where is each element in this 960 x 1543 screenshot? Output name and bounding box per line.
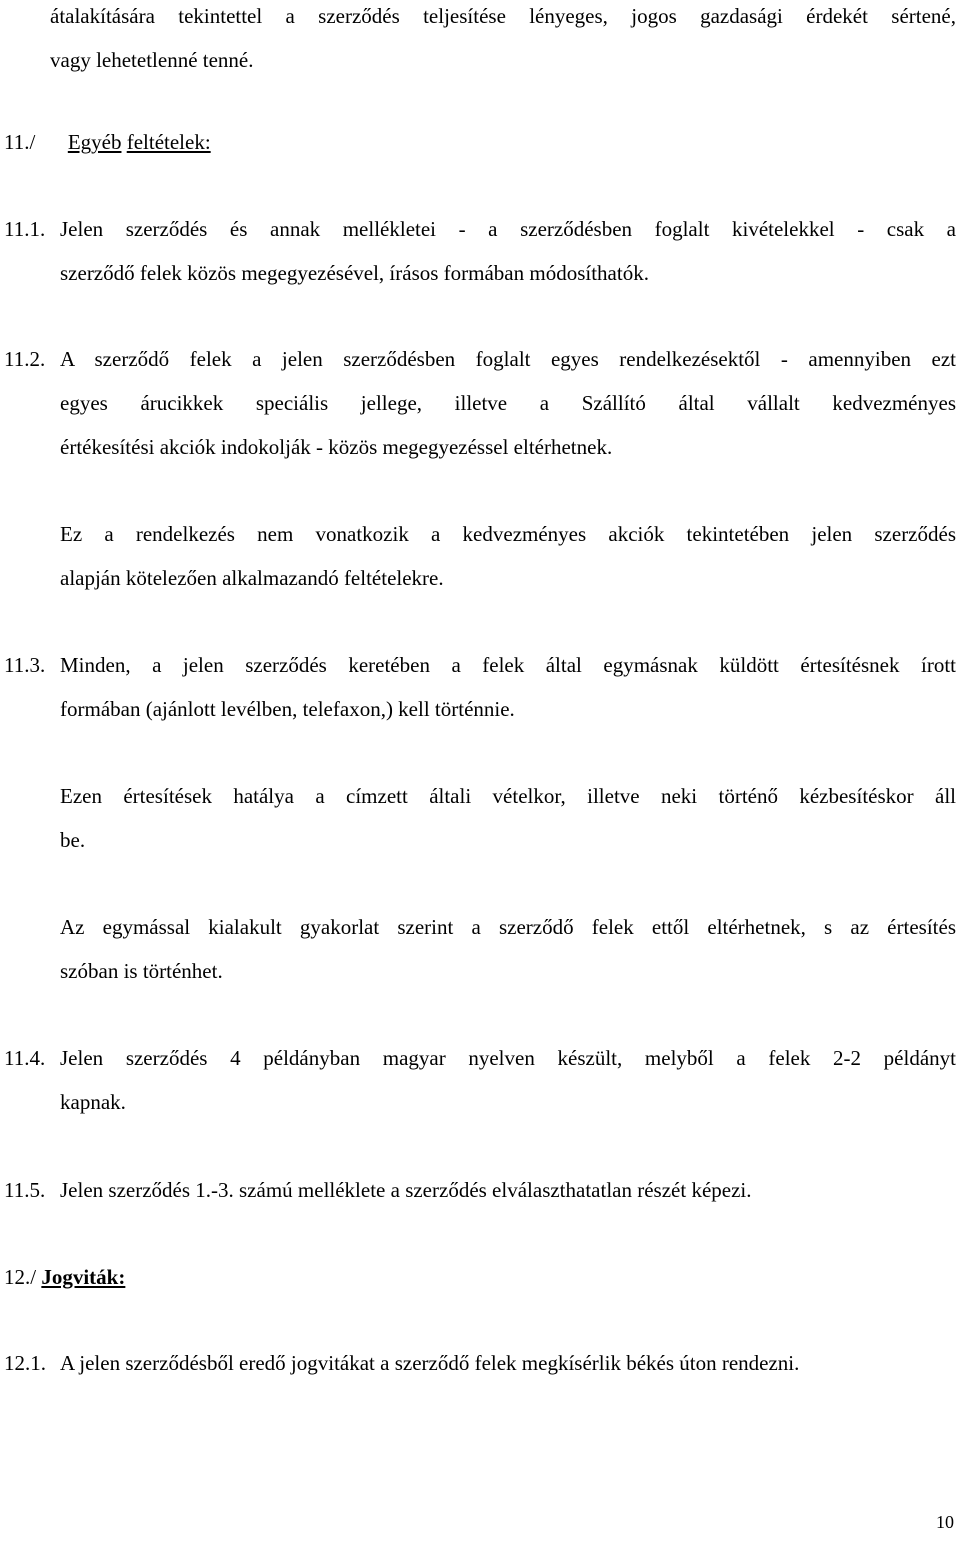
- text-line: Ezen értesítések hatálya a címzett általi vételkor, illetve neki történő kézbesítéskor áll: [60, 784, 956, 808]
- section-number: 11./: [4, 130, 36, 154]
- paragraph-11-2-continued: [60, 512, 956, 600]
- section-title-word: Egyéb: [67, 130, 122, 154]
- text-line: Jelen szerződés 1.-3. számú melléklete a szerződés elválaszthatatlan részét képezi.: [60, 1178, 752, 1202]
- text-line: vagy lehetetlenné tenné.: [50, 48, 254, 72]
- intro-paragraph: [50, 0, 956, 82]
- section-title-word: feltételek:: [126, 130, 211, 154]
- paragraph-number: 11.2.: [4, 347, 46, 371]
- section-number: 12./: [4, 1265, 37, 1289]
- paragraph-number: 11.4.: [4, 1046, 46, 1070]
- text-line: Ez a rendelkezés nem vonatkozik a kedvezményes akciók tekintetében jelen szerződés: [60, 522, 956, 546]
- text-line: kapnak.: [60, 1090, 126, 1114]
- text-line: szerződő felek közös megegyezésével, írásos formában módosíthatók.: [60, 261, 649, 285]
- text-line: egyes árucikkek speciális jellege, illetve a Szállító által vállalt kedvezményes: [60, 391, 956, 415]
- paragraph-number: 12.1.: [4, 1351, 46, 1375]
- paragraph-11-3: [4, 643, 956, 731]
- text-line: formában (ajánlott levélben, telefaxon,) kell történnie.: [60, 697, 515, 721]
- text-line: be.: [60, 828, 86, 852]
- paragraph-11-3-continued: [60, 774, 956, 862]
- section-12-heading: [4, 1255, 125, 1299]
- page-number: 10: [936, 1512, 954, 1532]
- text-line: alapján kötelezően alkalmazandó feltételekre.: [60, 566, 444, 590]
- paragraph-11-1: [4, 207, 956, 295]
- paragraph-12-1: [4, 1341, 956, 1385]
- text-line: átalakítására tekintettel a szerződés teljesítése lényeges, jogos gazdasági érdekét sértené,: [50, 4, 956, 28]
- text-line: A szerződő felek a jelen szerződésben foglalt egyes rendelkezésektől - amennyiben ezt: [60, 347, 956, 371]
- text-line: szóban is történhet.: [60, 959, 223, 983]
- paragraph-11-4: [4, 1036, 956, 1124]
- section-11-heading: [4, 120, 211, 164]
- text-line: értékesítési akciók indokolják - közös megegyezéssel eltérhetnek.: [60, 435, 613, 459]
- text-line: A jelen szerződésből eredő jogvitákat a szerződő felek megkísérlik békés úton rendezni.: [60, 1351, 800, 1375]
- paragraph-11-3-continued-2: [60, 905, 956, 993]
- paragraph-11-5: [4, 1168, 956, 1212]
- section-title: Jogviták:: [41, 1265, 126, 1289]
- paragraph-number: 11.3.: [4, 653, 46, 677]
- paragraph-number: 11.5.: [4, 1178, 46, 1202]
- text-line: Jelen szerződés és annak mellékletei - a szerződésben foglalt kivételekkel - csak a: [60, 217, 956, 241]
- paragraph-number: 11.1.: [4, 217, 46, 241]
- text-line: Jelen szerződés 4 példányban magyar nyelven készült, melyből a felek 2-2 példányt: [60, 1046, 956, 1070]
- text-line: Az egymással kialakult gyakorlat szerint a szerződő felek ettől eltérhetnek, s az értesítés: [60, 915, 956, 939]
- paragraph-11-2: [4, 337, 956, 469]
- text-line: Minden, a jelen szerződés keretében a felek által egymásnak küldött értesítésnek írott: [60, 653, 956, 677]
